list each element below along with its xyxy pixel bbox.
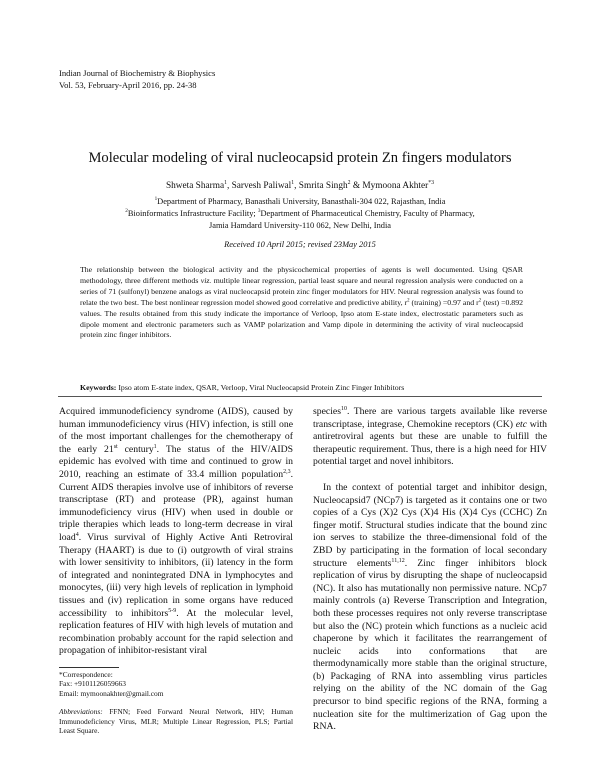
affiliation-text: Department of Pharmacy, Banasthali University, Banasthali-304 022, Rajasthan, India bbox=[157, 197, 446, 206]
affiliation-line bbox=[40, 208, 560, 220]
affiliations bbox=[40, 196, 560, 232]
abbreviations-label: Abbreviations: bbox=[59, 707, 103, 717]
received-dates: Received 10 April 2015; revised 23May 2015 bbox=[224, 240, 376, 249]
keywords-text: Ipso atom E-state index, QSAR, Verloop, Viral Nucleocapsid Protein Zinc Finger Inhibitors bbox=[116, 383, 405, 392]
author-name: Shweta Sharma bbox=[165, 181, 225, 191]
citation-ref: 4 bbox=[75, 531, 79, 538]
keywords-label: Keywords: bbox=[80, 383, 117, 392]
body-text: with antiretroviral agents but these are unable to fulfill the therapeutic requirement. Thus, there is a high need for HIV potential target and novel inhibitors. bbox=[313, 418, 547, 468]
affiliation-mark: 1 bbox=[154, 196, 158, 203]
body-text: . There are various targets available like reverse transcriptase, integrase, Chemokine receptors (CK) bbox=[313, 406, 547, 430]
citation-ref: 1 bbox=[153, 443, 157, 450]
author-affiliation-mark: 2 bbox=[347, 179, 351, 186]
author-separator: , bbox=[226, 181, 232, 191]
author-list bbox=[0, 181, 600, 191]
citation-ref: 10 bbox=[340, 405, 347, 412]
citation-ref: 2,3 bbox=[283, 468, 291, 475]
superscript: 2 bbox=[407, 298, 410, 304]
journal-name: Indian Journal of Biochemistry & Biophysics bbox=[59, 68, 216, 78]
section-divider bbox=[58, 396, 542, 397]
author-affiliation-mark: 1 bbox=[224, 179, 227, 186]
abstract-text: (test) =0.892 values. The results obtained from this study indicate the importance of Verloop, Ipso atom E-state index, electrostatic parameters such as dipole moment and electronic parameters such as VAMP polarization and Vamp dipole in determining the activity of viral nucleocapsid protein zinc finger inhibitors. bbox=[80, 297, 524, 340]
citation-ref: 5-9 bbox=[168, 607, 177, 614]
body-text: . The status of the HIV/AIDS epidemic has evolved with time and continued to grow in 2010, reaching an estimate of 33.4 million population bbox=[59, 443, 293, 480]
author-separator: , bbox=[294, 181, 299, 191]
body-text: species bbox=[313, 406, 341, 417]
body-text: . At the molecular level, replication features of HIV with high levels of mutation and recombination probably account for the rapid selection and propagation of inhibitor-resistant viral bbox=[59, 607, 294, 657]
footnotes bbox=[59, 670, 293, 735]
journal-issue: Vol. 53, February-April 2016, pp. 24-38 bbox=[59, 79, 197, 90]
body-text: In the context of potential target and inhibitor design, Nucleocapsid7 (NCp7) is targeted as it contains one or two copies of a Cys (X)2 Cys (X)4 His (X)4 Cys (CCHC) Zn finger motif. Structural studies indicate that the bound zinc ion serves to stabilize the three-dimensional fold of the ZBD by participating in the formation of local secondary structure elements bbox=[313, 481, 547, 569]
affiliation-mark: 2 bbox=[125, 208, 128, 215]
paragraph bbox=[313, 482, 547, 734]
citation-ref: 11,12 bbox=[391, 557, 405, 564]
paragraph bbox=[313, 406, 547, 469]
affiliation-mark: 3 bbox=[257, 208, 261, 215]
footnote-line: Email: mymoonakhter@gmail.com bbox=[59, 688, 164, 698]
paragraph bbox=[59, 406, 293, 658]
keywords bbox=[80, 383, 523, 392]
body-column-right bbox=[313, 406, 547, 734]
abstract-text: The relationship between the biological activity and the physicochemical properties of agents is well documented. Using QSAR methodology, three different methods bbox=[80, 265, 523, 285]
superscript: st bbox=[113, 443, 118, 450]
affiliation-text: Bioinformatics Infrastructure Facility; bbox=[127, 209, 258, 218]
author-affiliation-mark: *3 bbox=[428, 179, 434, 186]
abstract bbox=[80, 265, 523, 341]
body-text: . Virus survival of Highly Active Anti Retroviral Therapy (HAART) is due to (i) outgrowth of viral strains with lower sensitivity to inhibitors, (ii) latency in the form of integrated and nonintegrated DNA in lymphocytes and monocytes, (iii) very high levels of replication in lymphoid tissues and (iv) replication in some organs have reduced accessibility to inhibitors bbox=[59, 531, 293, 619]
superscript: 2 bbox=[478, 298, 482, 304]
abstract-text: viz. bbox=[200, 275, 212, 285]
abstract-text: (training) =0.97 and r bbox=[409, 297, 479, 307]
footnote-line: *Correspondence: bbox=[59, 670, 113, 679]
abbreviations-text: FFNN; Feed Forward Neural Network, HIV; Human Immunodeficiency Virus, MLR; Multiple Linear Regression, PLS; Partial Least Square. bbox=[59, 707, 293, 736]
body-text: etc bbox=[515, 418, 527, 430]
author-separator: & bbox=[350, 181, 363, 191]
body-column-left bbox=[59, 406, 293, 658]
author-name: Mymoona Akhter bbox=[362, 181, 429, 191]
journal-header bbox=[59, 68, 215, 91]
footnote-line: Fax: +9101126059663 bbox=[59, 679, 126, 689]
abbreviations bbox=[59, 707, 293, 735]
author-name: Sarvesh Paliwal bbox=[231, 181, 292, 191]
affiliation-line bbox=[40, 196, 560, 208]
affiliation-text: Department of Pharmaceutical Chemistry, Faculty of Pharmacy, bbox=[260, 209, 475, 218]
body-text: . Current AIDS therapies involve use of inhibitors of reverse transcriptase (RT) and protease (PR), against human immunodeficiency virus (HIV) when used in double or triple therapies which leads to long-term decrease in viral load bbox=[59, 468, 293, 543]
article-title: Molecular modeling of viral nucleocapsid protein Zn fingers modulators bbox=[88, 150, 512, 166]
abstract-text: multiple linear regression, partial least square and neural regression analysis were conducted on a series of 71 (sulfonyl) benzene analogs as viral nucleocapsid protein zinc finger modulators for HIV. Neural regression analysis was found to relate the two best. The best nonlinear regression model showed good correlative and predictive ability, r bbox=[80, 275, 524, 307]
body-text: century bbox=[117, 443, 154, 455]
body-text: . Zinc finger inhibitors block replication of virus by disrupting the shape of nucleocapsid (NC). It also has mutationally non permissive nature. NCp7 mainly controls (a) Reverse Transcription and Integration, both these processes requires not only reverse transcriptase but also the (NC) protein which functions as a nucleic acid chaperone by which it facilitates the rearrangement of nucleic acids into conformations that are thermodynamically more stable than the original structure, (b) Packaging of RNA into assembling virus particles relying on the ability of the NC domain of the Gag precursor to bind specific regions of the RNA, forming a nucleation site for the multimerization of Gag upon the RNA. bbox=[313, 557, 548, 733]
body-text: Acquired immunodeficiency syndrome (AIDS), caused by human immunodeficiency virus (HIV) infection, is still one of the most important challenges for the chemotherapy of the early 21 bbox=[59, 406, 293, 455]
affiliation-line: Jamia Hamdard University-110 062, New Delhi, India bbox=[208, 221, 392, 230]
author-affiliation-mark: 1 bbox=[291, 179, 295, 186]
footnote-divider bbox=[59, 667, 119, 668]
author-name: Smrita Singh bbox=[298, 181, 348, 191]
